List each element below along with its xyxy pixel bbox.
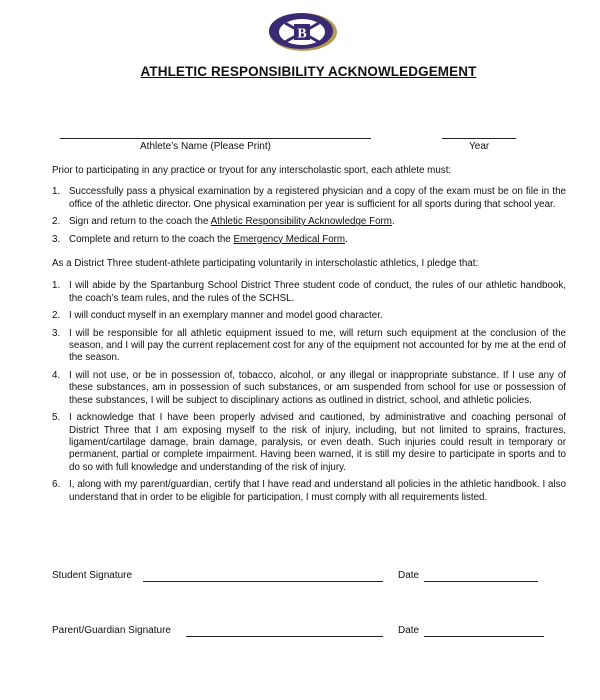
year-label: Year bbox=[469, 141, 490, 152]
logo-letter: B bbox=[297, 26, 307, 42]
parent-signature-line[interactable] bbox=[186, 636, 383, 637]
list-item: 5. I acknowledge that I have been properly advised and cautioned, by administrative and coaching personal of District Three that I am exposing myself to the risk of injury, including, but not limited to sprains, fractures, ligament/cartilage damage, brain damage, paralysis, or even death. Such injuries could result in temporary or permanent, partial or complete impairment. Having been warned, it is still my desire to participate in sports and to do so with full knowledge and understanding of the risk of injury. bbox=[52, 412, 566, 473]
list-item: 3. Complete and return to the coach the Emergency Medical Form. bbox=[52, 233, 348, 245]
list-item: 1. I will abide by the Spartanburg School District Three student code of conduct, the rules of our athletic handbook, the coach’s team rules, and the rules of the SCHSL. bbox=[52, 280, 566, 304]
pledge-intro-text: As a District Three student-athlete participating voluntarily in interscholastic athletics, I pledge that: bbox=[52, 258, 479, 270]
school-logo bbox=[267, 10, 339, 54]
list-item: 3. I will be responsible for all athletic equipment issued to me, will return such equipment at the conclusion of the season, and I will pay the current replacement cost for any of the equipment not accounted for by me at the end of the season. bbox=[52, 327, 566, 364]
pledges-list bbox=[52, 280, 566, 504]
student-signature-line[interactable] bbox=[143, 581, 383, 582]
list-item: 2. I will conduct myself in an exemplary manner and model good character. bbox=[52, 310, 383, 322]
document-body bbox=[52, 165, 566, 509]
parent-date-label: Date bbox=[398, 625, 420, 636]
intro-text: Prior to participating in any practice or tryout for any interscholastic sport, each athlete must: bbox=[52, 165, 452, 176]
list-item: 4. I will not use, or be in possession of, tobacco, alcohol, or any illegal or inappropriate substance. If I use any of these substances, am in possession of such substances, or am suspended from school for use or possession of these substances, I will be subject to disciplinary actions as outlined in district, school, and athletic policies. bbox=[52, 369, 566, 406]
student-date-line[interactable] bbox=[424, 581, 538, 582]
athlete-name-line[interactable] bbox=[60, 138, 371, 139]
list-item: 6. I, along with my parent/guardian, certify that I have read and understand all policies in the athletic handbook. I also understand that in order to be eligible for participation, I must comply with all requirements listed. bbox=[52, 479, 566, 503]
athlete-name-label: Athlete’s Name (Please Print) bbox=[140, 141, 271, 152]
list-item: 1. Successfully pass a physical examination by a registered physician and a copy of the exam must be on file in the office of the athletic director. One physical examination per year is sufficient for all sports during that school year. bbox=[52, 186, 566, 210]
year-line[interactable] bbox=[442, 138, 516, 139]
page-title: ATHLETIC RESPONSIBILITY ACKNOWLEDGEMENT bbox=[140, 64, 477, 79]
list-item: 2. Sign and return to the coach the Athletic Responsibility Acknowledge Form. bbox=[52, 216, 395, 228]
parent-date-line[interactable] bbox=[424, 636, 544, 637]
parent-signature-label: Parent/Guardian Signature bbox=[52, 625, 171, 636]
student-date-label: Date bbox=[398, 570, 420, 581]
emergency-medical-form-link[interactable]: Emergency Medical Form bbox=[233, 233, 346, 245]
athletic-responsibility-form-link[interactable]: Athletic Responsibility Acknowledge Form bbox=[210, 216, 392, 228]
requirements-list bbox=[52, 186, 566, 246]
student-signature-label: Student Signature bbox=[52, 570, 133, 581]
